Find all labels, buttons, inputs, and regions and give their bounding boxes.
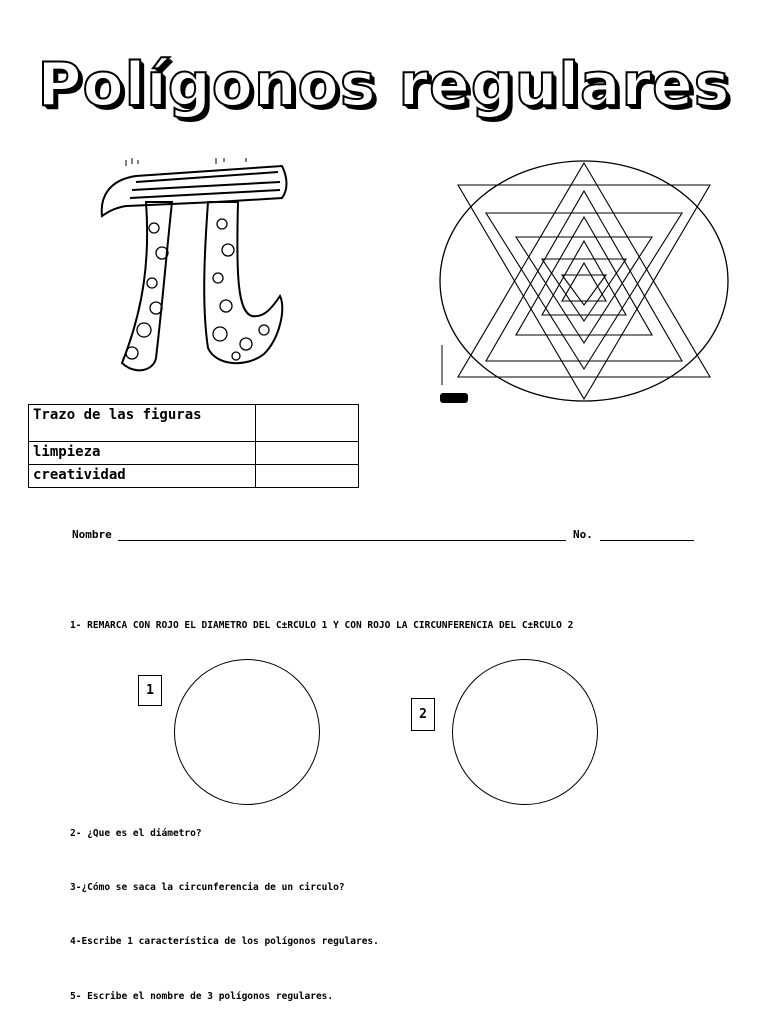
rubric-score-cell[interactable] <box>256 465 359 488</box>
circle-1[interactable] <box>174 659 320 805</box>
rubric-label: limpieza <box>29 442 256 465</box>
question-2: 2- ¿Que es el diámetro? <box>70 828 202 839</box>
rubric-label: creatividad <box>29 465 256 488</box>
table-row <box>29 405 359 442</box>
name-field[interactable] <box>118 530 566 541</box>
circle-1-label: 1 <box>138 675 162 706</box>
circle-2[interactable] <box>452 659 598 805</box>
name-label: Nombre <box>72 528 112 541</box>
pi-symbol-illustration <box>96 158 296 378</box>
grading-rubric-table <box>28 404 359 488</box>
name-number-row <box>72 528 694 541</box>
question-4: 4-Escribe 1 característica de los polígonos regulares. <box>70 936 379 947</box>
question-5: 5- Escribe el nombre de 3 polígonos regulares. <box>70 991 334 1002</box>
question-1: 1- REMARCA CON ROJO EL DIAMETRO DEL C±RCULO 1 Y CON ROJO LA CIRCUNFERENCIA DEL C±RCULO 2 <box>70 620 574 631</box>
number-label: No. <box>573 528 593 541</box>
rubric-label: Trazo de las figuras <box>29 405 256 442</box>
triangle-mandala-illustration <box>436 155 740 410</box>
rubric-score-cell[interactable] <box>256 442 359 465</box>
circle-2-label: 2 <box>411 698 435 731</box>
number-field[interactable] <box>600 530 694 541</box>
rubric-score-cell[interactable] <box>256 405 359 442</box>
table-row <box>29 442 359 465</box>
page-title: Polígonos regulares <box>37 50 731 120</box>
table-row <box>29 465 359 488</box>
question-3: 3-¿Cómo se saca la circunferencia de un circulo? <box>70 882 345 893</box>
